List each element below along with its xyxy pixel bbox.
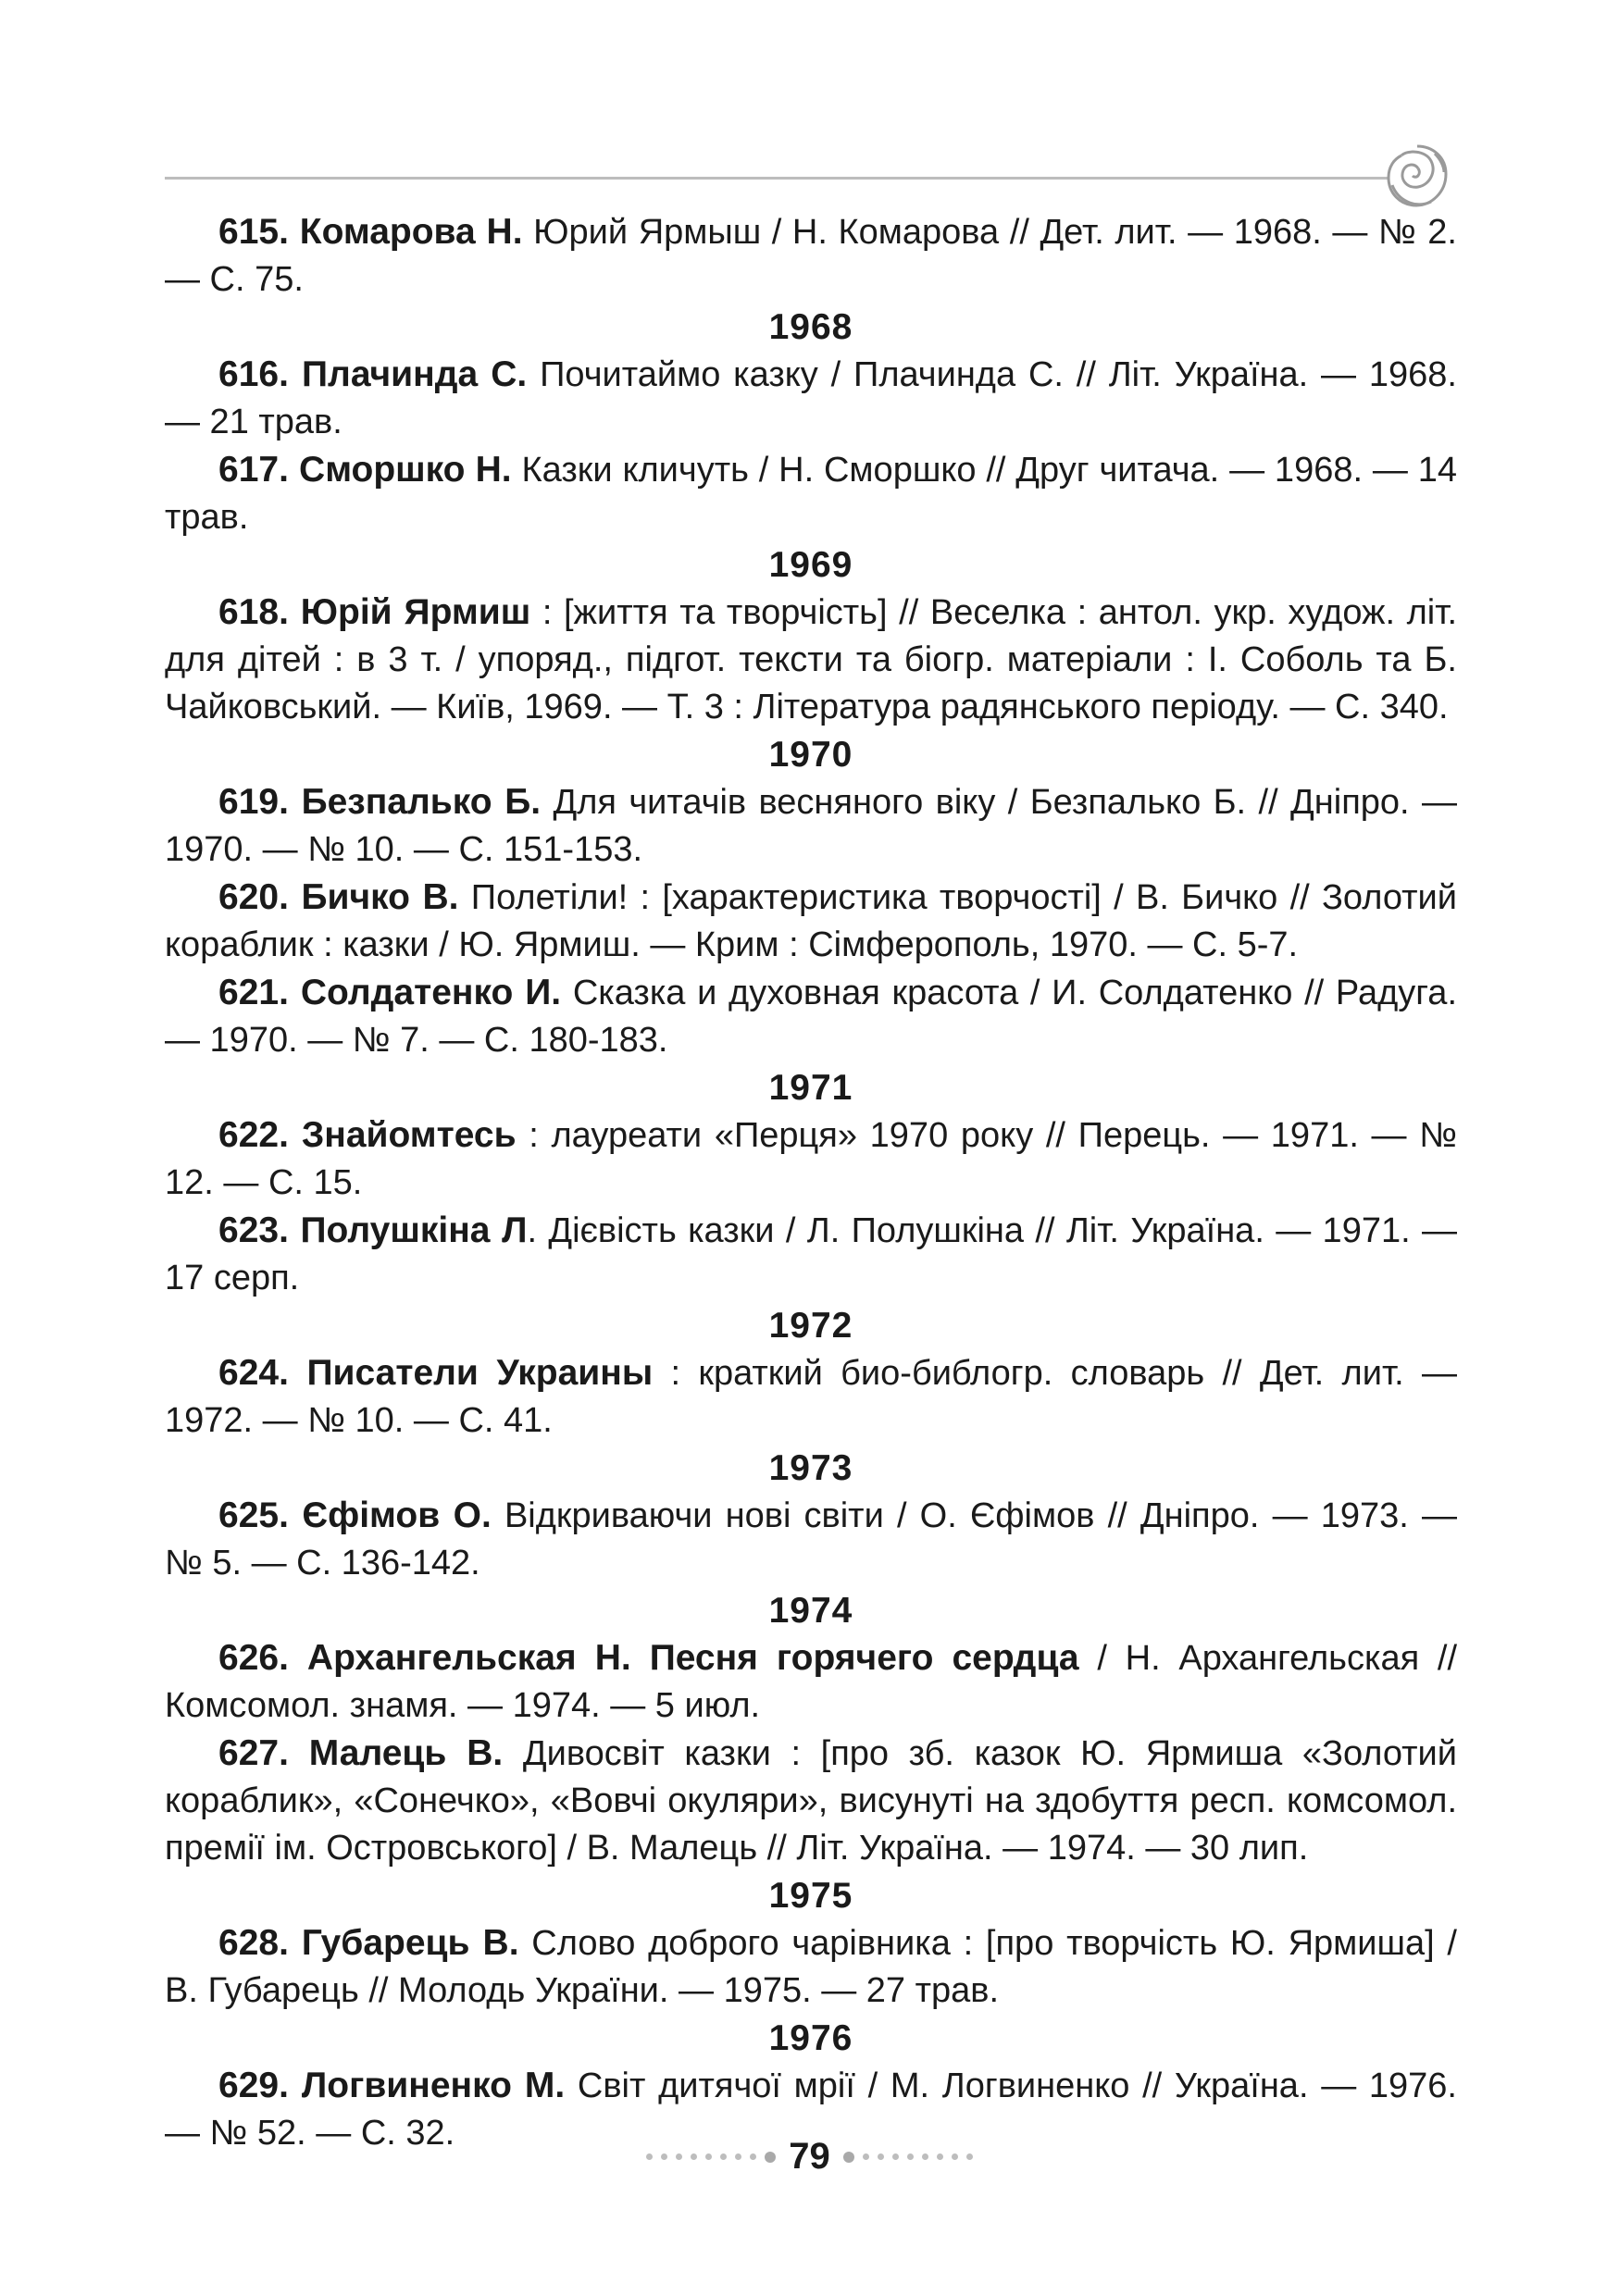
footer-dots-left <box>646 2152 776 2163</box>
entry-text: Казки кличуть / Н. Сморшко // Друг читача. — 1968. — 14 трав. <box>165 451 1457 537</box>
entry-text: Полетіли! : [характеристика творчості] / В. Бичко // Золотий кораблик : казки / Ю. Ярмиш. — Крим : Сімферополь, 1970. — С. 5-7. <box>165 878 1457 964</box>
year-heading: 1970 <box>768 735 853 775</box>
entry-text: Відкриваючи нові світи / О. Єфімов // Дніпро. — 1973. — № 5. — С. 136-142. <box>165 1496 1457 1582</box>
bibliography-entry <box>165 1634 1457 1730</box>
bibliography-entry <box>165 208 1457 304</box>
entry-text: Світ дитячої мрії / М. Логвиненко // Україна. — 1976. — № 52. — С. 32. <box>165 2066 1457 2153</box>
bibliography-entry <box>165 446 1457 541</box>
bibliography-entry <box>165 1111 1457 1207</box>
entry-author: 617. Сморшко Н. <box>218 450 512 490</box>
entry-text: : [життя та творчість] // Веселка : антол. укр. худож. літ. для дітей : в 3 т. / упоряд., підгот. тексти та біогр. матеріали : І. Соболь та Б. Чайковський. — Київ, 1969. — Т. 3 : Література радянського періоду. — С. 340. <box>165 593 1457 726</box>
entry-author: 629. Логвиненко М. <box>218 2066 566 2105</box>
year-heading: 1973 <box>768 1448 853 1488</box>
bibliography-entry <box>165 1207 1457 1302</box>
entry-author: 628. Губарець В. <box>218 1923 519 1963</box>
year-heading: 1972 <box>768 1306 853 1346</box>
bibliography-entry <box>165 351 1457 446</box>
entry-text: : краткий био-библогр. словарь // Дет. лит. — 1972. — № 10. — С. 41. <box>165 1354 1458 1440</box>
entry-author: 626. Архангельская Н. Песня горячего сердца <box>218 1638 1079 1678</box>
entry-text: : лауреати «Перця» 1970 року // Перець. — 1971. — № 12. — С. 15. <box>165 1116 1457 1202</box>
entry-text: Юрий Ярмыш / Н. Комарова // Дет. лит. — 1968. — № 2. — С. 75. <box>165 213 1457 299</box>
bibliography-entry <box>165 589 1457 731</box>
bibliography-list <box>165 208 1457 2157</box>
entry-author: 615. Комарова Н. <box>218 212 523 252</box>
entry-author: 619. Безпалько Б. <box>218 782 542 822</box>
entry-text: Слово доброго чарівника : [про творчість Ю. Ярмиша] / В. Губарець // Молодь України. — 1975. — 27 трав. <box>165 1924 1457 2010</box>
entry-text: Дивосвіт казки : [про зб. казок Ю. Ярмиша «Золотий кораблик», «Сонечко», «Вовчі окуляри», висунуті на здобуття респ. комсомол. премії ім. Островського] / В. Малець // Літ. Україна. — 1974. — 30 лип. <box>165 1734 1458 1868</box>
footer-dots-right <box>843 2152 973 2163</box>
rose-icon <box>1379 139 1455 215</box>
year-heading: 1976 <box>768 2018 853 2058</box>
entry-author: 620. Бичко В. <box>218 877 459 917</box>
bibliography-entry <box>165 1730 1457 1872</box>
entry-author: 625. Єфімов О. <box>218 1496 492 1535</box>
entry-author: 616. Плачинда С. <box>218 354 528 394</box>
entry-author: 621. Солдатенко И. <box>218 973 562 1012</box>
entry-author: 622. Знайомтесь <box>218 1115 517 1155</box>
entry-text: Для читачів весняного віку / Безпалько Б. // Дніпро. — 1970. — № 10. — С. 151-153. <box>165 783 1458 869</box>
entry-author: 618. Юрій Ярмиш <box>218 592 531 632</box>
page-footer <box>0 2136 1619 2178</box>
entry-author: 624. Писатели Украины <box>218 1353 654 1393</box>
bibliography-entry <box>165 1349 1457 1445</box>
year-heading: 1971 <box>768 1068 853 1108</box>
entry-text: . Дієвість казки / Л. Полушкіна // Літ. Україна. — 1971. — 17 серп. <box>165 1211 1457 1297</box>
year-heading: 1969 <box>768 545 853 585</box>
bibliography-entry <box>165 778 1457 874</box>
entry-author: 623. Полушкіна Л <box>218 1210 528 1250</box>
bibliography-entry <box>165 1919 1457 2015</box>
entry-text: / Н. Архангельская // Комсомол. знамя. — 1974. — 5 июл. <box>165 1639 1458 1725</box>
page-number: 79 <box>789 2136 830 2177</box>
entry-author: 627. Малець В. <box>218 1733 504 1773</box>
bibliography-entry <box>165 1492 1457 1587</box>
bibliography-entry <box>165 969 1457 1064</box>
year-heading: 1974 <box>768 1591 853 1631</box>
year-heading: 1968 <box>768 307 853 347</box>
entry-text: Почитаймо казку / Плачинда С. // Літ. Україна. — 1968. — 21 трав. <box>165 355 1457 441</box>
bibliography-entry <box>165 874 1457 969</box>
year-heading: 1975 <box>768 1876 853 1916</box>
header-rule <box>165 177 1389 180</box>
entry-text: Сказка и духовная красота / И. Солдатенко // Радуга. — 1970. — № 7. — С. 180-183. <box>165 974 1457 1060</box>
